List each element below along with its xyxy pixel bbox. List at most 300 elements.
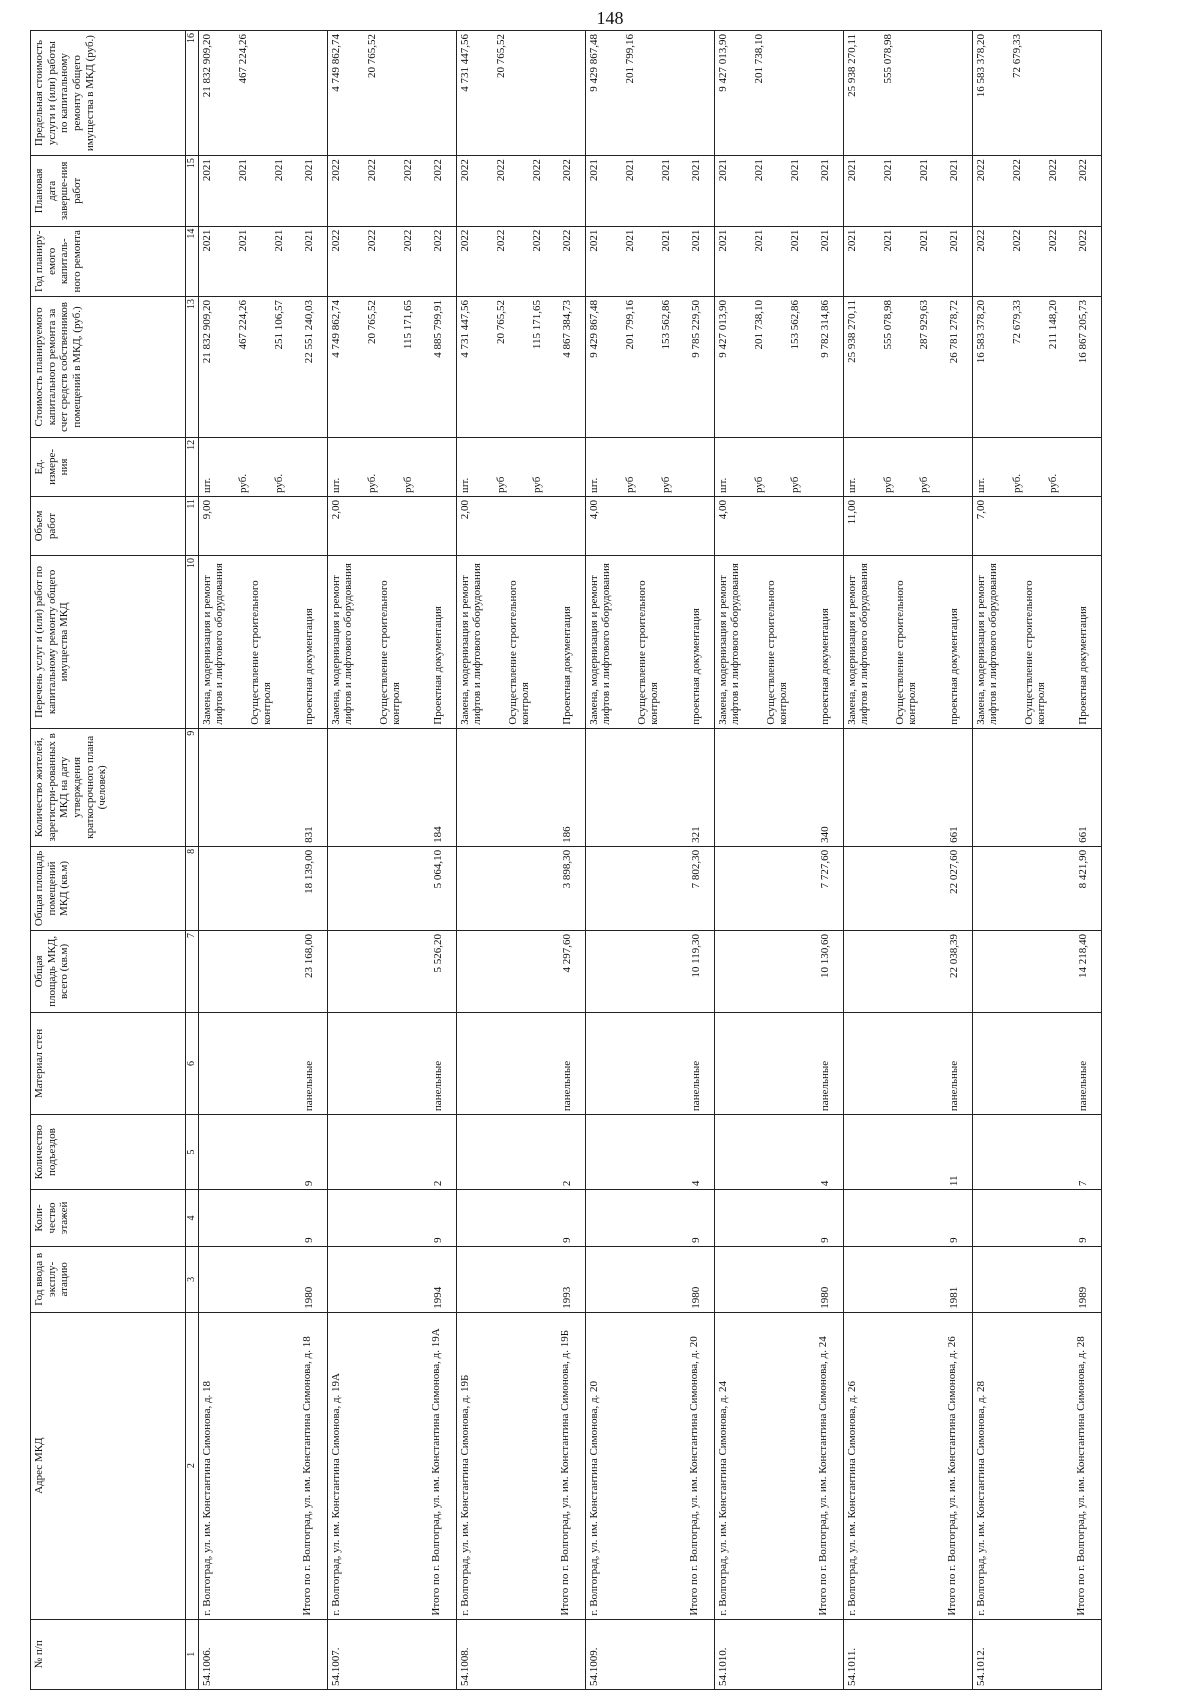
table-cell [844,156,973,226]
unit: руб [882,476,894,493]
column-number: 14 [186,226,199,296]
repair-year: 2022 [432,229,444,252]
entrances: 7 [1077,1180,1089,1187]
cost-total: 22 551 240,03 [303,300,315,364]
unit: руб [402,476,414,493]
repair-year: 2021 [948,229,960,252]
table-cell [328,931,457,1013]
work-volume: 4,00 [588,499,600,520]
table-cell [844,728,973,846]
work-item: Проектная документация [432,606,444,725]
year-built: 1989 [1077,1286,1089,1309]
wall-material: панельные [303,1060,315,1112]
area-total: 22 038,39 [948,934,960,978]
column-header: Предельная стоимость услуги и (или) работы по капитальному ремонту общего имущества в МКД (руб.) [31,31,186,156]
floors: 9 [690,1237,702,1243]
end-date: 2021 [237,159,249,182]
limit-cost: 9 427 013,90 [717,34,729,92]
area-total: 5 526,20 [432,934,444,973]
table-cell [457,931,586,1013]
end-date: 2022 [402,159,414,182]
repair-year: 2022 [495,229,507,252]
table-cell [586,31,715,156]
table-cell [715,931,844,1013]
table-cell [328,437,457,496]
table-cell [328,846,457,930]
table-cell [328,297,457,438]
table-cell [844,31,973,156]
work-volume: 9,00 [201,499,213,520]
entrances: 2 [432,1180,444,1187]
end-date: 2021 [624,159,636,182]
column-header: Адрес МКД [31,1312,186,1619]
table-cell [328,1312,457,1619]
table-cell [457,1246,586,1312]
column-header: Количество подъездов [31,1115,186,1190]
area-rooms: 8 421,90 [1077,849,1089,889]
repair-year: 2022 [1047,229,1059,252]
row-number: 54.1011. [846,1647,858,1686]
capital-repair-table [30,30,1102,1690]
table-cell [586,556,715,729]
table-cell [457,297,586,438]
table-cell [844,226,973,296]
cost: 115 171,65 [531,300,543,350]
work-volume: 7,00 [975,499,987,520]
floors: 9 [432,1237,444,1243]
table-cell [199,226,328,296]
repair-year: 2021 [690,229,702,252]
repair-year: 2021 [588,229,600,252]
work-item: Осуществление строительного контроля [765,580,789,725]
work-item: Замена, модернизация и ремонт лифтов и лифтового оборудования [201,563,225,725]
floors: 9 [819,1237,831,1243]
column-number: 16 [186,31,199,156]
end-date: 2022 [459,159,471,182]
table-cell [586,846,715,930]
table-cell [586,297,715,438]
work-volume: 2,00 [459,499,471,520]
year-built: 1981 [948,1286,960,1309]
cost: 16 583 378,20 [975,300,987,364]
area-total: 14 218,40 [1077,934,1089,978]
end-date: 2022 [495,159,507,182]
cost: 153 562,86 [660,300,672,350]
year-built: 1980 [690,1286,702,1309]
table-cell [199,297,328,438]
table-cell [715,846,844,930]
cost: 21 832 909,20 [201,300,213,364]
table-cell [328,226,457,296]
unit: руб [789,476,801,493]
cost: 4 731 447,56 [459,300,471,358]
table-cell [844,556,973,729]
column-number: 3 [186,1246,199,1312]
total-label: Итого по г. Волгоград, ул. им. Константина Симонова, д. 19Б [559,1329,571,1616]
table-cell [199,556,328,729]
limit-cost: 72 679,33 [1011,34,1023,78]
table-cell [715,1619,844,1689]
end-date: 2021 [882,159,894,182]
table-row [586,31,715,1690]
table-cell [973,846,1102,930]
year-built: 1993 [561,1286,573,1309]
table-cell [328,556,457,729]
table-cell [844,1619,973,1689]
repair-year: 2022 [330,229,342,252]
table-cell [844,437,973,496]
page-number: 148 [596,8,624,28]
year-built: 1980 [819,1286,831,1309]
table-cell [199,1115,328,1190]
cost: 251 106,57 [273,300,285,350]
entrances: 4 [819,1180,831,1187]
end-date: 2021 [273,159,285,182]
end-date: 2022 [531,159,543,182]
header-row [31,31,186,1690]
cost: 20 765,52 [366,300,378,344]
column-number: 6 [186,1012,199,1114]
table-cell [586,1012,715,1114]
table-cell [457,437,586,496]
table-cell [973,297,1102,438]
unit: шт. [846,477,858,493]
end-date: 2021 [660,159,672,182]
floors: 9 [561,1237,573,1243]
address: г. Волгоград, ул. им. Константина Симонова, д. 24 [717,1380,729,1616]
column-number-row [186,31,199,1690]
table-cell [586,931,715,1013]
cost: 20 765,52 [495,300,507,344]
repair-year: 2021 [846,229,858,252]
end-date: 2021 [753,159,765,182]
residents: 340 [819,826,831,843]
table-cell [199,437,328,496]
table-cell [586,1246,715,1312]
end-date: 2022 [330,159,342,182]
repair-year: 2022 [531,229,543,252]
table-cell [586,1115,715,1190]
table-cell [586,1619,715,1689]
table-cell [328,1012,457,1114]
entrances: 2 [561,1180,573,1187]
repair-year: 2021 [918,229,930,252]
column-header: Количество жителей, зарегистри-рованных в МКД на дату утверждения краткосрочного плана (человек) [31,728,186,846]
wall-material: панельные [1077,1060,1089,1112]
unit: руб [624,476,636,493]
total-label: Итого по г. Волгоград, ул. им. Константина Симонова, д. 24 [817,1336,829,1616]
table-cell [973,437,1102,496]
unit: руб. [1011,473,1023,493]
table-cell [457,226,586,296]
end-date: 2022 [975,159,987,182]
repair-year: 2022 [975,229,987,252]
end-date: 2022 [1011,159,1023,182]
table-cell [199,1246,328,1312]
repair-year: 2022 [366,229,378,252]
residents: 661 [1077,826,1089,843]
area-rooms: 22 027,60 [948,849,960,894]
unit: руб [495,476,507,493]
table-cell [199,1619,328,1689]
column-number: 5 [186,1115,199,1190]
table-cell [328,1190,457,1247]
table-cell [844,1115,973,1190]
end-date: 2022 [366,159,378,182]
table-cell [844,496,973,555]
column-number: 12 [186,437,199,496]
column-header: Объем работ [31,496,186,555]
floors: 9 [303,1237,315,1243]
table-cell [457,556,586,729]
work-item: проектная документация [690,608,702,725]
cost: 25 938 270,11 [846,300,858,363]
limit-cost: 201 738,10 [753,34,765,84]
end-date: 2021 [690,159,702,182]
table-cell [715,1190,844,1247]
work-item: проектная документация [819,608,831,725]
table-cell [844,1190,973,1247]
address: г. Волгоград, ул. им. Константина Симонова, д. 20 [588,1380,600,1616]
end-date: 2021 [948,159,960,182]
cost: 467 224,26 [237,300,249,350]
residents: 831 [303,826,315,843]
cost: 201 738,10 [753,300,765,350]
unit: шт. [201,477,213,493]
table-row [328,31,457,1690]
repair-year: 2021 [201,229,213,252]
residents: 184 [432,826,444,843]
repair-year: 2021 [660,229,672,252]
wall-material: панельные [948,1060,960,1112]
table-cell [328,156,457,226]
table-cell [715,1115,844,1190]
wall-material: панельные [819,1060,831,1112]
table-cell [973,1312,1102,1619]
address: г. Волгоград, ул. им. Константина Симонова, д. 26 [846,1380,858,1616]
unit: руб. [273,473,285,493]
table-cell [199,31,328,156]
work-item: Осуществление строительного контроля [378,580,402,725]
table-cell [457,31,586,156]
column-number: 13 [186,297,199,438]
row-number: 54.1007. [330,1647,342,1686]
table-cell [715,496,844,555]
address: г. Волгоград, ул. им. Константина Симонова, д. 18 [201,1380,213,1616]
table-cell [328,496,457,555]
address: г. Волгоград, ул. им. Константина Симонова, д. 19А [330,1373,342,1616]
unit: шт. [717,477,729,493]
column-header: Коли-чество этажей [31,1190,186,1247]
area-total: 23 168,00 [303,934,315,978]
table-cell [457,1115,586,1190]
year-built: 1994 [432,1286,444,1309]
area-total: 10 130,60 [819,934,831,978]
residents: 321 [690,826,702,843]
table-cell [457,1012,586,1114]
table-cell [328,1246,457,1312]
table-cell [586,437,715,496]
row-number: 54.1008. [459,1647,471,1686]
repair-year: 2021 [303,229,315,252]
table-row [457,31,586,1690]
cost: 9 429 867,48 [588,300,600,358]
table-cell [973,931,1102,1013]
end-date: 2022 [561,159,573,182]
repair-year: 2021 [624,229,636,252]
cost-total: 9 785 229,50 [690,300,702,358]
table-cell [199,931,328,1013]
end-date: 2021 [717,159,729,182]
table-cell [715,226,844,296]
area-rooms: 18 139,00 [303,849,315,894]
area-total: 4 297,60 [561,934,573,973]
work-item: Осуществление строительного контроля [636,580,660,725]
end-date: 2021 [303,159,315,182]
work-item: Замена, модернизация и ремонт лифтов и лифтового оборудования [588,563,612,725]
table-cell [457,1312,586,1619]
limit-cost: 16 583 378,20 [975,34,987,98]
column-header: Стоимость планируемого капитального ремонта за счет средств собственников помещений в МКД, (руб.) [31,297,186,438]
table-cell [199,1190,328,1247]
table-cell [973,1246,1102,1312]
entrances: 9 [303,1180,315,1187]
limit-cost: 20 765,52 [366,34,378,78]
unit: руб [531,476,543,493]
total-label: Итого по г. Волгоград, ул. им. Константина Симонова, д. 28 [1075,1336,1087,1616]
work-item: Осуществление строительного контроля [507,580,531,725]
table-cell [844,1246,973,1312]
cost-total: 9 782 314,86 [819,300,831,358]
table-cell [586,156,715,226]
cost: 4 749 862,74 [330,300,342,358]
total-label: Итого по г. Волгоград, ул. им. Константина Симонова, д. 20 [688,1336,700,1616]
table-cell [328,1115,457,1190]
table-cell [715,556,844,729]
column-number: 8 [186,846,199,930]
work-item: Замена, модернизация и ремонт лифтов и лифтового оборудования [846,563,870,725]
year-built: 1980 [303,1286,315,1309]
residents: 661 [948,826,960,843]
table-cell [199,846,328,930]
work-item: Замена, модернизация и ремонт лифтов и лифтового оборудования [717,563,741,725]
table-cell [328,1619,457,1689]
table-cell [973,156,1102,226]
unit: руб. [366,473,378,493]
repair-year: 2022 [1011,229,1023,252]
repair-year: 2021 [237,229,249,252]
cost: 9 427 013,90 [717,300,729,358]
column-number: 9 [186,728,199,846]
table-cell [844,297,973,438]
work-item: Замена, модернизация и ремонт лифтов и лифтового оборудования [975,563,999,725]
column-header: № п/п [31,1619,186,1689]
table-cell [973,226,1102,296]
column-header: Год ввода в эксплу-атацию [31,1246,186,1312]
table-cell [715,31,844,156]
floors: 9 [1077,1237,1089,1243]
work-item: Проектная документация [561,606,573,725]
table-cell [973,1115,1102,1190]
work-item: Осуществление строительного контроля [894,580,918,725]
limit-cost: 21 832 909,20 [201,34,213,98]
repair-year: 2022 [459,229,471,252]
cost: 153 562,86 [789,300,801,350]
area-total: 10 119,30 [690,934,702,978]
address: г. Волгоград, ул. им. Константина Симонова, д. 19Б [459,1374,471,1616]
total-label: Итого по г. Волгоград, ул. им. Константина Симонова, д. 26 [946,1336,958,1616]
repair-year: 2021 [273,229,285,252]
rotated-sheet [30,30,1170,1690]
table-cell [715,1012,844,1114]
table-cell [328,31,457,156]
table-cell [973,1190,1102,1247]
end-date: 2021 [918,159,930,182]
column-number: 4 [186,1190,199,1247]
column-number: 1 [186,1619,199,1689]
row-number: 54.1009. [588,1647,600,1686]
entrances: 11 [948,1175,960,1187]
area-rooms: 3 898,30 [561,849,573,889]
table-cell [457,728,586,846]
table-cell [715,437,844,496]
limit-cost: 555 078,98 [882,34,894,84]
table-cell [715,1312,844,1619]
end-date: 2021 [201,159,213,182]
work-item: проектная документация [948,608,960,725]
cost-total: 16 867 205,73 [1077,300,1089,364]
column-header: Ед. измере-ния [31,437,186,496]
table-cell [973,556,1102,729]
end-date: 2022 [1077,159,1089,182]
area-rooms: 7 802,30 [690,849,702,889]
cost: 201 799,16 [624,300,636,350]
table-cell [715,1246,844,1312]
total-label: Итого по г. Волгоград, ул. им. Константина Симонова, д. 19А [430,1328,442,1616]
table-cell [586,1190,715,1247]
area-rooms: 7 727,60 [819,849,831,889]
work-item: Замена, модернизация и ремонт лифтов и лифтового оборудования [330,563,354,725]
area-rooms: 5 064,10 [432,849,444,889]
limit-cost: 467 224,26 [237,34,249,84]
wall-material: панельные [432,1060,444,1112]
work-volume: 11,00 [846,499,858,525]
table-body [199,31,1102,1690]
table-cell [586,1312,715,1619]
total-label: Итого по г. Волгоград, ул. им. Константина Симонова, д. 18 [301,1336,313,1616]
cost-total: 4 867 384,73 [561,300,573,358]
limit-cost: 20 765,52 [495,34,507,78]
wall-material: панельные [690,1060,702,1112]
table-cell [715,728,844,846]
repair-year: 2022 [561,229,573,252]
cost: 211 148,20 [1047,300,1059,350]
table-row [973,31,1102,1690]
table-cell [973,496,1102,555]
table-cell [844,846,973,930]
repair-year: 2021 [717,229,729,252]
table-cell [457,1190,586,1247]
column-number: 10 [186,556,199,729]
table-cell [199,496,328,555]
end-date: 2021 [588,159,600,182]
table-cell [973,31,1102,156]
work-item: проектная документация [303,608,315,725]
row-number: 54.1010. [717,1647,729,1686]
unit: руб. [237,473,249,493]
work-item: Осуществление строительного контроля [1023,580,1047,725]
limit-cost: 4 731 447,56 [459,34,471,92]
